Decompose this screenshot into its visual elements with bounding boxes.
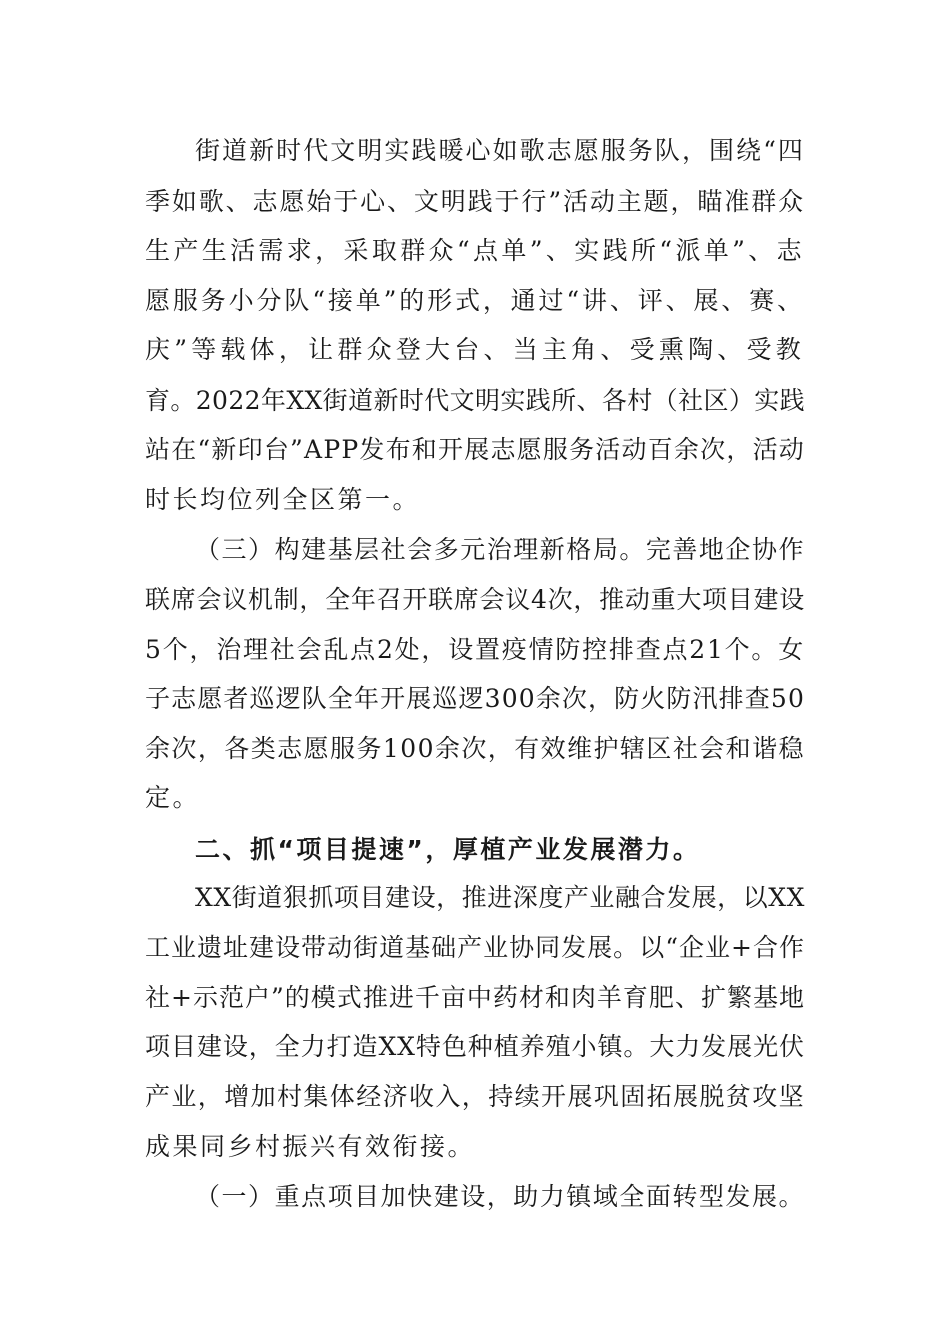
paragraph-line: 街道新时代文明实践暖心如歌志愿服务队，围绕“四 xyxy=(195,136,805,165)
paragraph-line: 余次，各类志愿服务100余次，有效维护辖区社会和谐稳 xyxy=(145,734,805,763)
section-heading: 二、抓“项目提速”，厚植产业发展潜力。 xyxy=(195,835,701,864)
paragraph-line: 庆”等载体，让群众登大台、当主角、受熏陶、受教 xyxy=(145,335,805,364)
paragraph-line: 定。 xyxy=(145,783,201,812)
paragraph-line: 社+示范户”的模式推进千亩中药材和肉羊育肥、扩繁基地 xyxy=(145,983,805,1012)
paragraph-line: 愿服务小分队“接单”的形式，通过“讲、评、展、赛、 xyxy=(145,286,805,315)
paragraph-line: 产业，增加村集体经济收入，持续开展巩固拓展脱贫攻坚 xyxy=(145,1082,805,1111)
paragraph-line: 5个，治理社会乱点2处，设置疫情防控排查点21个。女 xyxy=(145,635,805,664)
paragraph-line: 时长均位列全区第一。 xyxy=(145,485,421,514)
paragraph-line: 站在“新印台”APP发布和开展志愿服务活动百余次，活动 xyxy=(145,435,805,464)
paragraph-line: 育。2022年XX街道新时代文明实践所、各村（社区）实践 xyxy=(145,386,805,415)
subsection-heading: （一）重点项目加快建设，助力镇域全面转型发展。 xyxy=(195,1182,805,1211)
paragraph-line: 工业遗址建设带动街道基础产业协同发展。以“企业+合作 xyxy=(145,933,805,962)
paragraph-line: 子志愿者巡逻队全年开展巡逻300余次，防火防汛排查50 xyxy=(145,684,805,713)
paragraph-line: （三）构建基层社会多元治理新格局。完善地企协作 xyxy=(195,535,805,564)
paragraph-line: 季如歌、志愿始于心、文明践于行”活动主题，瞄准群众 xyxy=(145,187,805,216)
paragraph-line: 成果同乡村振兴有效衔接。 xyxy=(145,1132,476,1161)
paragraph-line: 生产生活需求，采取群众“点单”、实践所“派单”、志 xyxy=(145,236,805,265)
paragraph-line: 联席会议机制，全年召开联席会议4次，推动重大项目建设 xyxy=(145,585,805,614)
paragraph-line: XX街道狠抓项目建设，推进深度产业融合发展，以XX xyxy=(195,883,805,912)
paragraph-line: 项目建设，全力打造XX特色种植养殖小镇。大力发展光伏 xyxy=(145,1032,805,1061)
